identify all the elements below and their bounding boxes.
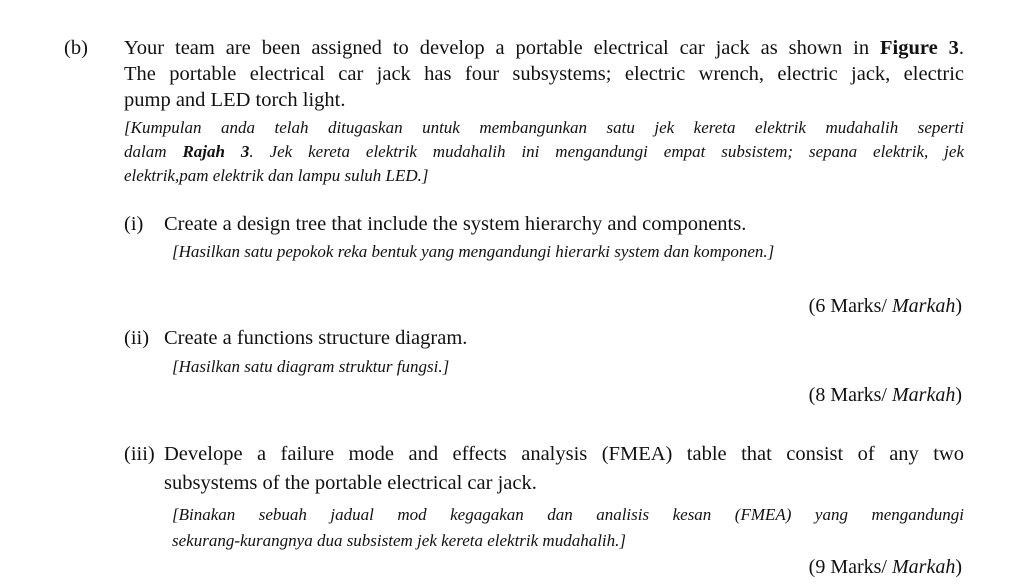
figure-reference: Figure 3 xyxy=(880,37,959,59)
marks-close: ) xyxy=(955,295,962,317)
markah-text: Markah xyxy=(892,384,956,406)
intro-line-1 xyxy=(124,35,964,61)
question-2-text: Create a functions structure diagram. xyxy=(164,327,468,349)
part-label: (b) xyxy=(64,37,88,59)
intro-line-2: The portable electrical car jack has four subsystems; electric wrench, electric jack, electric xyxy=(124,63,964,85)
question-3-marks xyxy=(809,556,962,579)
intro-line-3: pump and LED torch light. xyxy=(124,89,346,111)
rajah-reference: Rajah 3 xyxy=(182,142,250,161)
question-3-label: (iii) xyxy=(124,443,155,465)
intro-malay-line-1: [Kumpulan anda telah ditugaskan untuk membangunkan satu jek kereta elektrik mudahalih seperti xyxy=(124,118,964,137)
question-2-label: (ii) xyxy=(124,327,150,349)
marks-text: (6 Marks/ xyxy=(808,295,892,317)
question-1-malay: [Hasilkan satu pepokok reka bentuk yang mengandungi hierarki system dan komponen.] xyxy=(172,242,775,261)
intro-text: Your team are been assigned to develop a portable electrical car jack as shown in xyxy=(124,37,880,59)
question-3-malay-line-1: [Binakan sebuah jadual mod kegagakan dan analisis kesan (FMEA) yang mengandungi xyxy=(172,505,964,524)
intro-malay-line-2 xyxy=(124,139,964,164)
markah-text: Markah xyxy=(892,295,956,317)
question-3-text-line-2: subsystems of the portable electrical car jack. xyxy=(164,472,537,494)
marks-close: ) xyxy=(955,384,962,406)
question-2-marks xyxy=(809,384,962,407)
question-1-marks xyxy=(809,295,962,318)
malay-text-end: . Jek kereta elektrik mudahalih ini mengandungi empat subsistem; sepana elektrik, jek xyxy=(249,142,964,161)
question-2-malay: [Hasilkan satu diagram struktur fungsi.] xyxy=(172,357,450,376)
question-3-malay-line-2: sekurang-kurangnya dua subsistem jek kereta elektrik mudahalih.] xyxy=(172,531,627,550)
markah-text: Markah xyxy=(892,556,956,578)
marks-text: (9 Marks/ xyxy=(808,556,892,578)
intro-malay-line-3: elektrik,pam elektrik dan lampu suluh LED.] xyxy=(124,166,429,185)
question-1-text: Create a design tree that include the system hierarchy and components. xyxy=(164,213,747,235)
question-3-text-line-1: Develope a failure mode and effects analysis (FMEA) table that consist of any two xyxy=(164,443,964,465)
intro-text-end: . xyxy=(958,37,964,59)
marks-close: ) xyxy=(955,556,962,578)
question-1-label: (i) xyxy=(124,213,144,235)
malay-text: dalam xyxy=(124,142,183,161)
marks-text: (8 Marks/ xyxy=(808,384,892,406)
